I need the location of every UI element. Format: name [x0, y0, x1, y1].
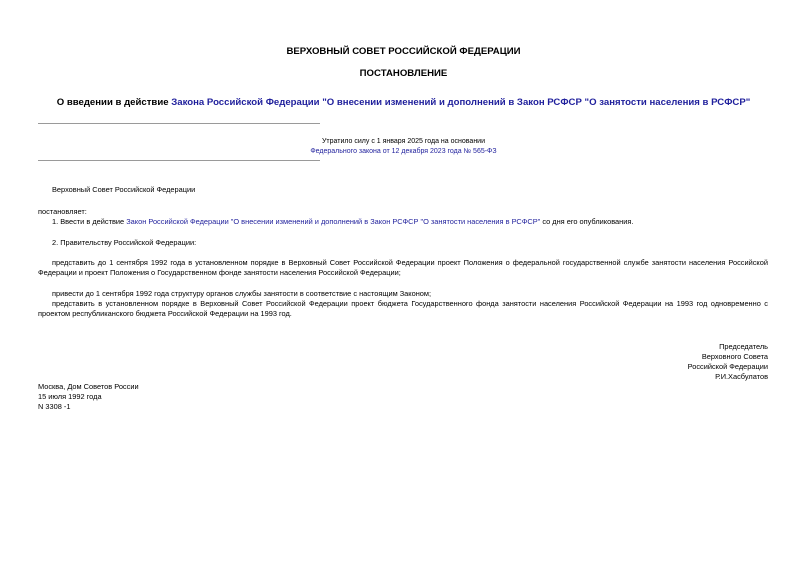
repeal-law-link[interactable]: Федерального закона от 12 декабря 2023 года № 565-ФЗ	[310, 148, 497, 155]
signature-title-line3: Российской Федерации	[687, 362, 768, 371]
issue-date: 15 июля 1992 года	[38, 392, 102, 401]
signature-title-line1: Председатель	[719, 342, 768, 351]
paragraph-1-law-link[interactable]: Закон Российской Федерации "О внесении изменений и дополнений в Закон РСФСР "О занятости населения в РСФСР"	[126, 217, 541, 226]
resolves-label: постановляет:	[38, 207, 87, 216]
preamble: Верховный Совет Российской Федерации	[52, 185, 196, 194]
notice-bottom-rule	[38, 160, 320, 161]
document-number: N 3308 -1	[38, 402, 71, 411]
issue-place: Москва, Дом Советов России	[38, 382, 139, 391]
notice-top-rule	[38, 123, 320, 124]
paragraph-1	[52, 217, 768, 227]
issuing-body: ВЕРХОВНЫЙ СОВЕТ РОССИЙСКОЙ ФЕДЕРАЦИИ	[286, 46, 521, 57]
signature-title-line2: Верховного Совета	[701, 352, 768, 361]
paragraph-1-prefix: 1. Ввести в действие	[52, 217, 127, 226]
title-prefix: О введении в действие	[56, 97, 172, 108]
paragraph-4: привести до 1 сентября 1992 года структуру органов службы занятости в соответствие с настоящим Законом;	[52, 289, 432, 298]
paragraph-3: представить до 1 сентября 1992 года в установленном порядке в Верховный Совет Российской Федерации проект Положения о федеральной государственной службе занятости населения Российской Федерации и проект Положения о Государственном фонде занятости населения Российской Федерации;	[38, 258, 768, 277]
signatory-name: Р.И.Хасбулатов	[715, 372, 768, 381]
repeal-notice: Утратило силу с 1 января 2025 года на основании	[321, 138, 486, 145]
paragraph-1-suffix: со дня его опубликования.	[540, 217, 634, 226]
paragraph-2: 2. Правительству Российской Федерации:	[52, 238, 197, 247]
paragraph-5: представить в установленном порядке в Верховный Совет Российской Федерации проект бюджета Государственного фонда занятости населения Российской Федерации на 1993 год одновременно с проектом республиканского бюджета Российской Федерации на 1993 год.	[38, 299, 768, 318]
document-type: ПОСТАНОВЛЕНИЕ	[359, 68, 448, 79]
title-law-link[interactable]: Закона Российской Федерации "О внесении изменений и дополнений в Закон РСФСР "О занятости населения в РСФСР"	[171, 97, 751, 108]
document-title	[0, 97, 807, 108]
